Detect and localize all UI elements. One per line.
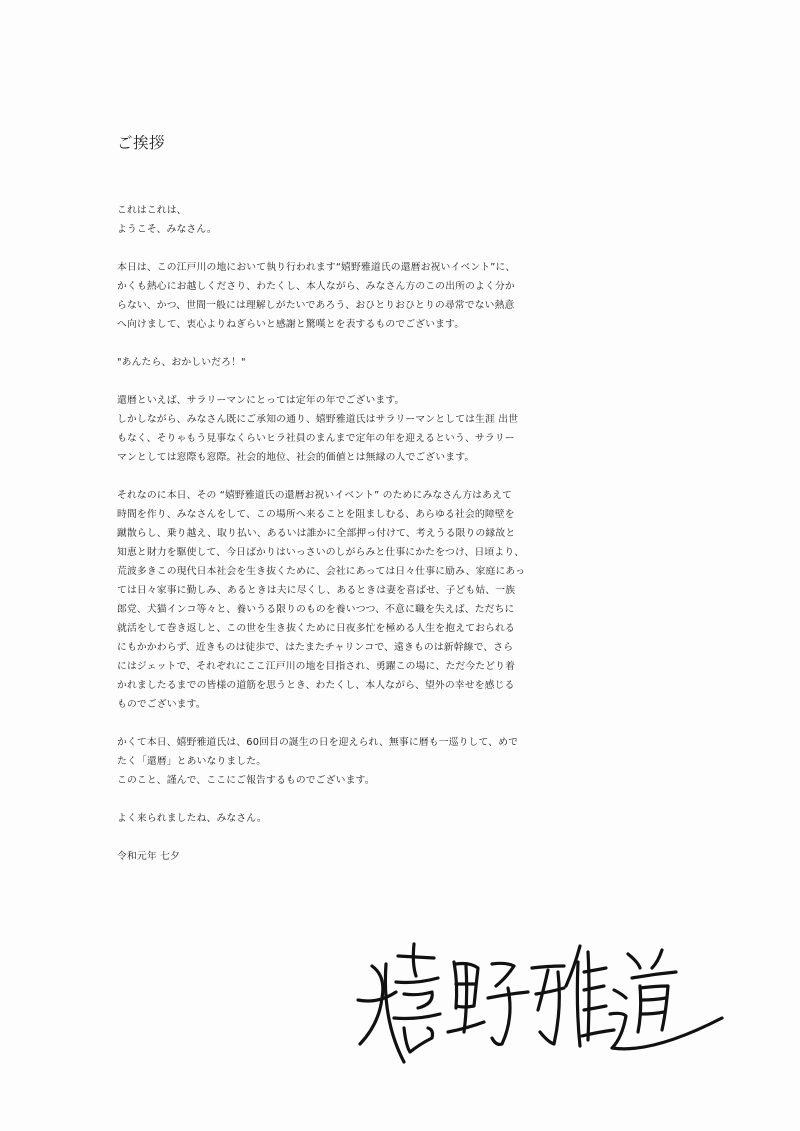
letter-line: マンとしては窓際も窓際。社会的地位、社会的価値とは無縁の人でございます。	[117, 452, 475, 463]
letter-paragraph	[117, 258, 717, 334]
letter-line: らない、かつ、世間一般には理解しがたいであろう、おひとりおひとりの尋常でない熱意	[117, 300, 515, 311]
signature-glyph-4	[610, 950, 722, 1049]
letter-line: ものでございます。	[117, 699, 206, 710]
letter-line: 本日は、この江戸川の地において執り行われます“嬉野雅道氏の還暦お祝いイベント”に、	[117, 262, 516, 273]
letter-paragraph	[117, 847, 717, 866]
letter-line: "あんたら、おかしいだろ！"	[117, 357, 246, 368]
letter-line: かくて本日、嬉野雅道氏は、60回目の誕生の日を迎えられ、無事に暦も一巡りして、めで	[117, 737, 519, 748]
letter-paragraph	[117, 353, 717, 372]
signature-glyph-3	[532, 946, 614, 1046]
letter-paragraph	[117, 201, 717, 239]
letter-line: 就活をして巻き返しと、この世を生き抜くために日夜多忙を極める人生を抱えておられる	[117, 623, 515, 634]
letter-line: 荒波多きこの現代日本社会を生き抜くために、会社にあっては日々仕事に励み、家庭にあっ	[117, 566, 526, 577]
letter-line: にはジェットで、それぞれにここ江戸川の地を目指され、勇躍この場に、ただ今たどり着	[117, 661, 516, 672]
letter-body	[117, 201, 717, 885]
handwritten-signature	[352, 928, 732, 1078]
letter-line: それなのに本日、その “嬉野雅道氏の還暦お祝いイベント” のためにみなさん方はあえて	[117, 490, 512, 501]
letter-line: へ向けまして、衷心よりねぎらいと感謝と驚嘆とを表するものでございます。	[117, 319, 465, 330]
letter-line: もなく、そりゃもう見事なくらいヒラ社員のまんまで定年の年を迎えるという、サラリー	[117, 433, 515, 444]
letter-line: たく「還暦」とあいなりました。	[117, 756, 267, 767]
letter-title: ご挨拶	[117, 134, 166, 152]
signature-glyph-1	[358, 944, 440, 1062]
letter-line: ては日々家事に勤しみ、あるときは夫に尽くし、あるときは妻を喜ばせ、子ども姑、一族	[117, 585, 516, 596]
letter-paragraph	[117, 391, 717, 467]
letter-line: ようこそ、みなさん。	[117, 224, 217, 235]
signature-glyph-2	[448, 962, 528, 1044]
letter-line: 時間を作り、みなさんをして、この場所へ来ることを阻ましむる、あらゆる社会的障壁を	[117, 509, 515, 520]
letter-line: このこと、謹んで、ここにご報告するものでございます。	[117, 775, 375, 786]
letter-line: かくも熱心にお越しくださり、わたくし、本人ながら、みなさん方のこの出所のよく分か	[117, 281, 515, 292]
letter-paragraph	[117, 809, 717, 828]
letter-line: かれましたるまでの皆様の道筋を思うとき、わたくし、本人ながら、望外の幸せを感じる	[117, 680, 515, 691]
letter-line: 還暦といえば、サラリーマンにとっては定年の年でございます。	[117, 395, 405, 406]
letter-line: 郎党、犬猫インコ等々と、養いうる限りのものを養いつつ、不意に職を失えば、ただちに	[117, 604, 515, 615]
letter-line: よく来られましたね、みなさん。	[117, 813, 267, 824]
letter-line: これはこれは、	[117, 205, 187, 216]
letter-line: にもかかわらず、近きものは徒歩で、はたまたチャリンコで、遠きものは新幹線で、さら	[117, 642, 514, 653]
letter-line: 蹴散らし、乗り越え、取り払い、あるいは誰かに全部押っ付けて、考えうる限りの縁故と	[117, 528, 516, 539]
letter-line: 令和元年 七夕	[117, 851, 180, 862]
letter-paragraph	[117, 486, 717, 714]
letter-line: 知恵と財力を駆使して、今日ばかりはいっさいのしがらみと仕事にかたをつけ、日頃より、	[117, 547, 525, 558]
letter-paragraph	[117, 733, 717, 790]
letter-line: しかしながら、みなさん既にご承知の通り、嬉野雅道氏はサラリーマンとしては生涯 出世	[117, 414, 519, 425]
